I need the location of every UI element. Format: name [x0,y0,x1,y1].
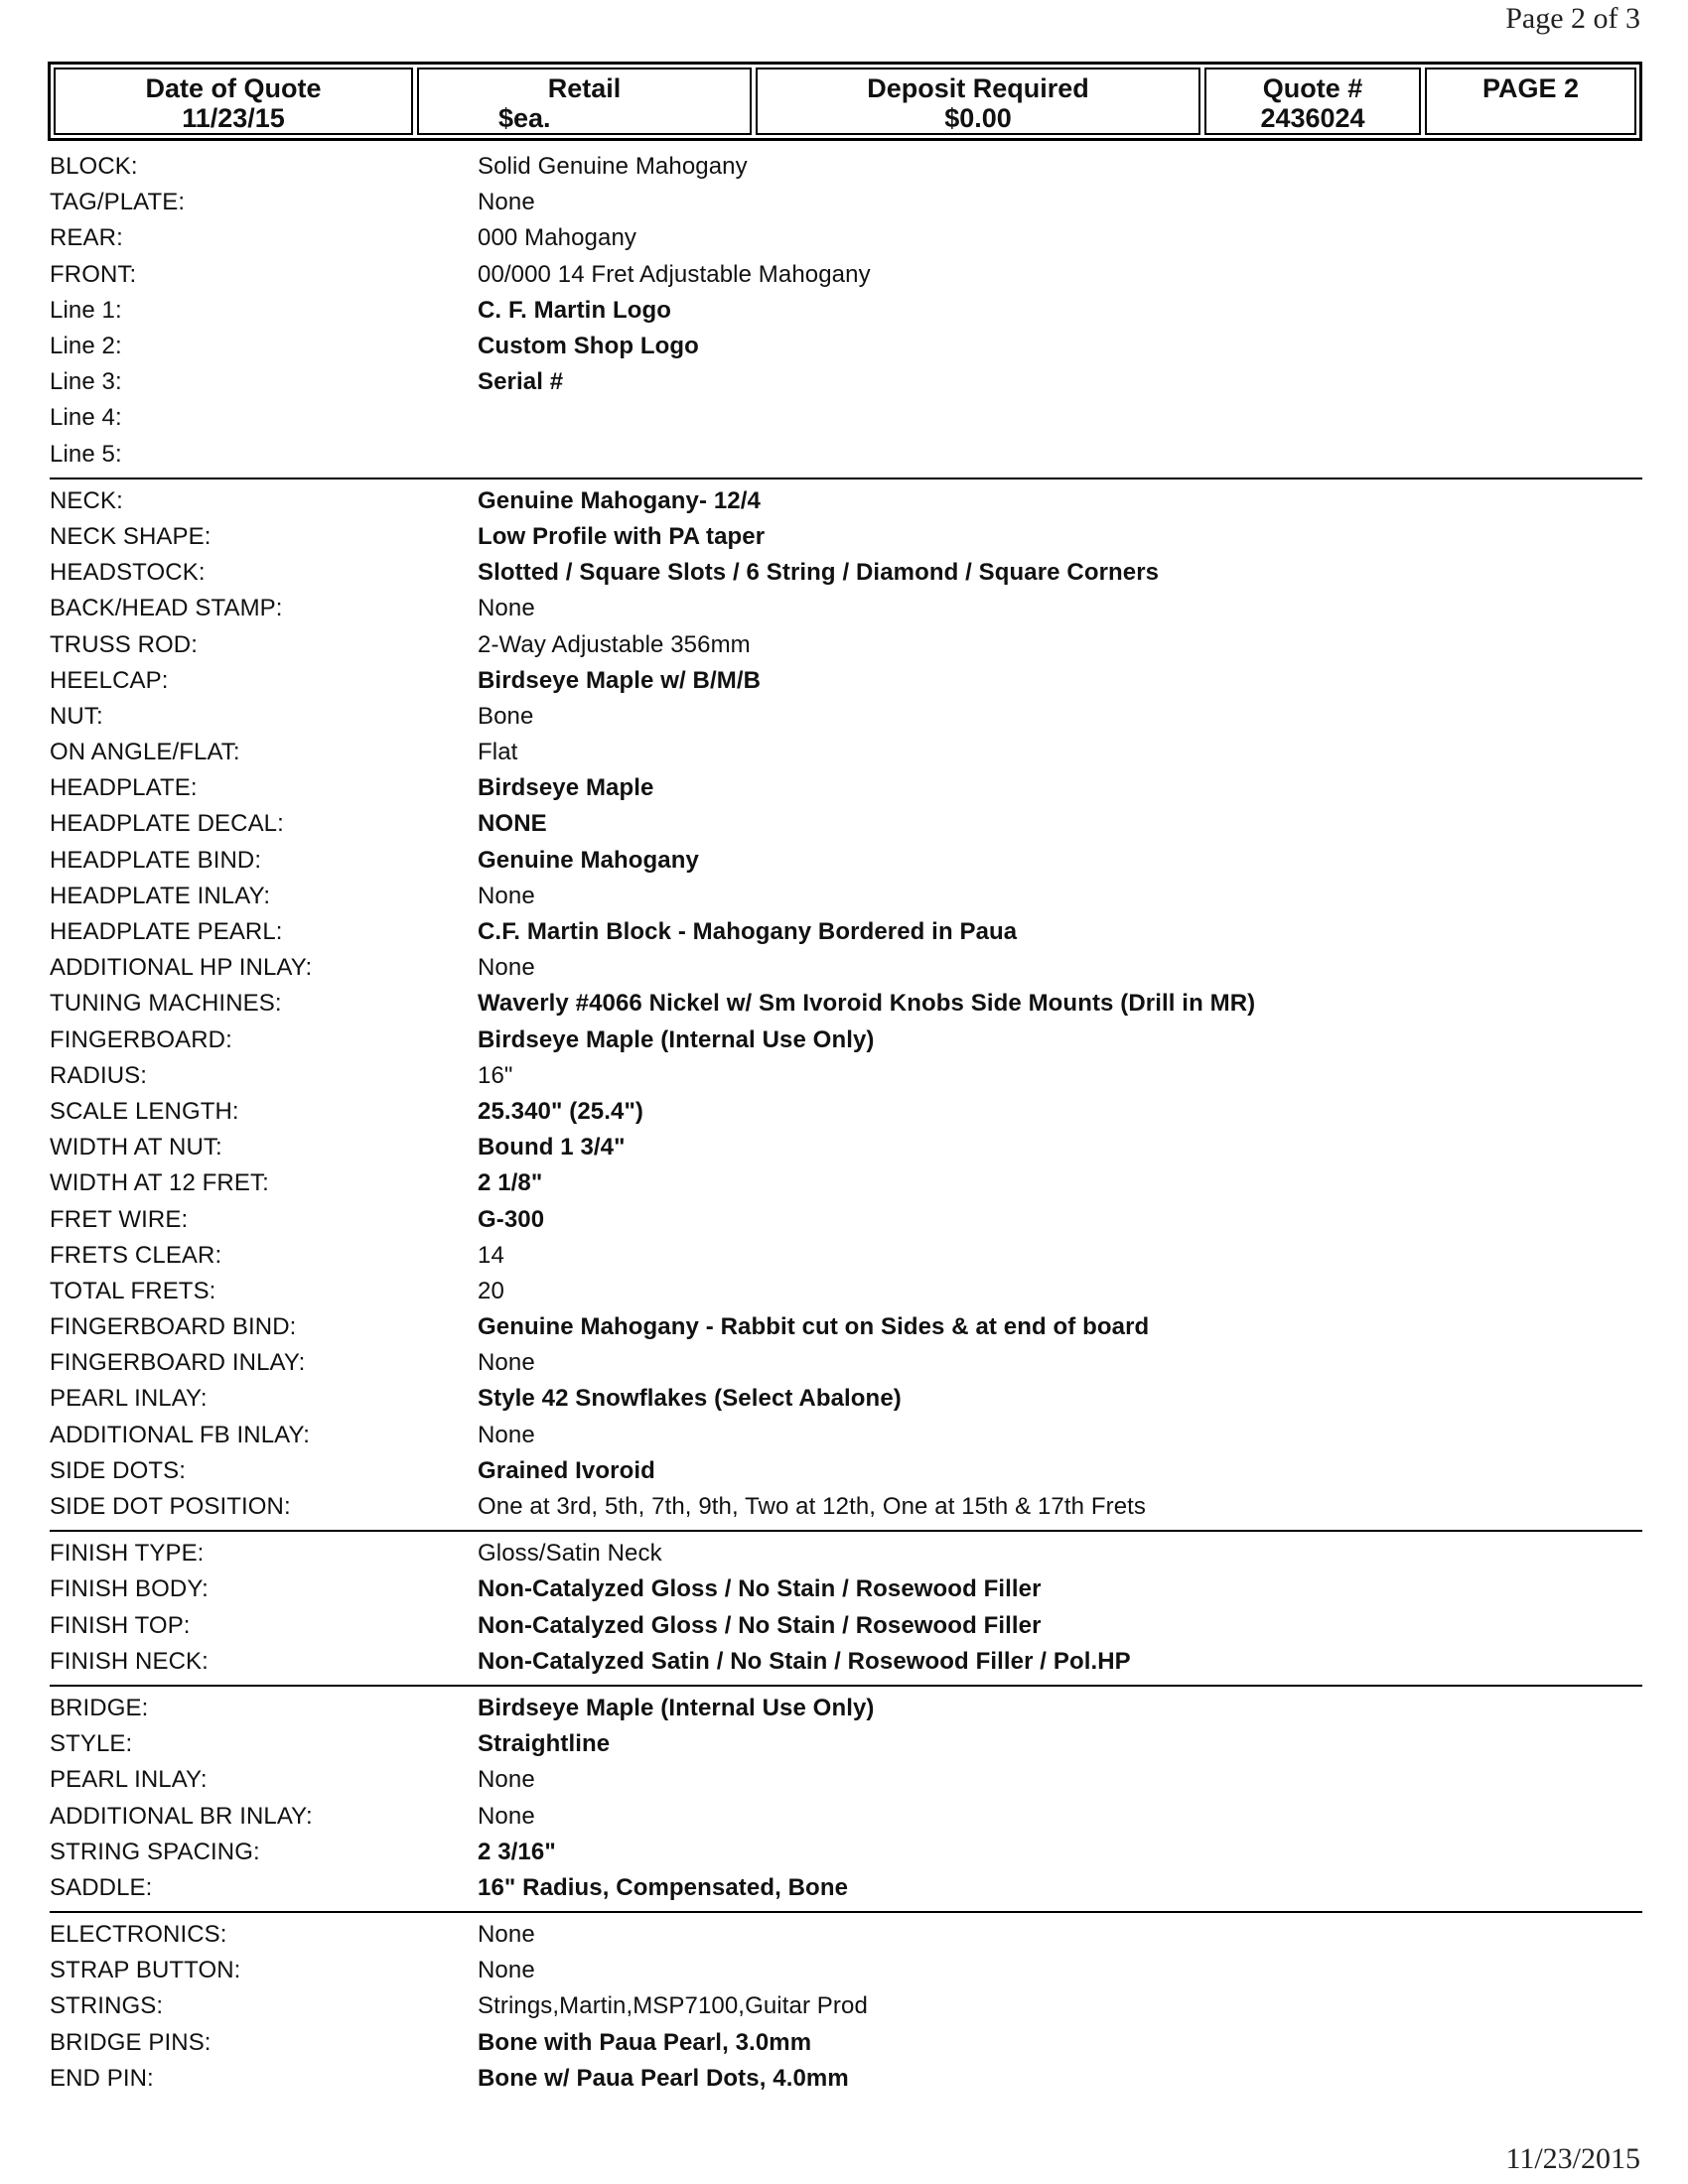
spec-value: Low Profile with PA taper [478,522,766,550]
spec-value: Genuine Mahogany - Rabbit cut on Sides & at end of board [478,1313,1150,1341]
deposit-required-label: Deposit Required [867,73,1089,103]
spec-row [50,1953,1642,1988]
section-divider [50,478,1642,479]
spec-row [50,1274,1642,1309]
spec-row [50,185,1642,220]
spec-row [50,1238,1642,1274]
spec-label: SIDE DOTS: [50,1456,187,1484]
spec-row [50,2025,1642,2061]
page-label-cell [1425,68,1636,135]
spec-label: ADDITIONAL HP INLAY: [50,954,313,982]
spec-value: None [478,1766,535,1794]
spec-value: 20 [478,1277,504,1304]
spec-label: WIDTH AT NUT: [50,1134,222,1161]
spec-value: G-300 [478,1205,545,1233]
spec-row [50,519,1642,555]
spec-label: END PIN: [50,2064,154,2092]
spec-row [50,626,1642,662]
spec-label: Line 3: [50,368,122,396]
spec-label: HEADPLATE BIND: [50,846,262,874]
spec-row [50,555,1642,591]
spec-value: C. F. Martin Logo [478,296,672,324]
spec-row [50,1762,1642,1798]
spec-row [50,293,1642,329]
spec-label: FINISH TYPE: [50,1540,205,1568]
spec-value: 00/000 14 Fret Adjustable Mahogany [478,260,871,288]
section-divider [50,1685,1642,1687]
page-number: Page 2 of 3 [1505,2,1640,35]
deposit-required-value: $0.00 [944,103,1012,133]
spec-value: 000 Mahogany [478,224,636,252]
spec-label: HEELCAP: [50,666,169,694]
spec-value: Non-Catalyzed Gloss / No Stain / Rosewood Filler [478,1575,1042,1603]
spec-row [50,986,1642,1022]
spec-value: Birdseye Maple w/ B/M/B [478,666,762,694]
footer-date: 11/23/2015 [1505,2142,1640,2175]
spec-label: ELECTRONICS: [50,1921,227,1949]
spec-label: SCALE LENGTH: [50,1097,239,1125]
spec-label: HEADPLATE INLAY: [50,882,271,909]
spec-value: Gloss/Satin Neck [478,1540,662,1568]
spec-value: Genuine Mahogany- 12/4 [478,486,761,514]
spec-row [50,1988,1642,2024]
date-of-quote-label: Date of Quote [145,73,322,103]
spec-row [50,257,1642,293]
spec-label: FRET WIRE: [50,1205,189,1233]
spec-value: Flat [478,739,518,766]
spec-row [50,1691,1642,1726]
spec-value: None [478,189,535,216]
spec-row [50,1536,1642,1571]
spec-value: NONE [478,810,547,838]
spec-label: BRIDGE PINS: [50,2028,211,2056]
spec-value: Bone w/ Paua Pearl Dots, 4.0mm [478,2064,849,2092]
spec-value: Non-Catalyzed Gloss / No Stain / Rosewood Filler [478,1611,1042,1639]
spec-label: SIDE DOT POSITION: [50,1493,291,1521]
spec-label: PEARL INLAY: [50,1766,208,1794]
spec-label: NUT: [50,702,103,730]
spec-row [50,879,1642,914]
spec-value: Birdseye Maple [478,774,654,802]
spec-value: 16" Radius, Compensated, Bone [478,1873,849,1901]
spec-value: C.F. Martin Block - Mahogany Bordered in Paua [478,918,1018,946]
spec-label: PEARL INLAY: [50,1385,208,1413]
spec-row [50,1023,1642,1058]
spec-row [50,699,1642,735]
spec-value: Bone [478,702,534,730]
quote-number-cell [1204,68,1421,135]
spec-value: 2 3/16" [478,1838,556,1865]
quote-header-table [48,62,1642,141]
spec-value: Serial # [478,368,564,396]
spec-value: Grained Ivoroid [478,1456,655,1484]
page-label: PAGE 2 [1481,73,1580,103]
spec-label: HEADPLATE: [50,774,198,802]
spec-value: Genuine Mahogany [478,846,699,874]
spec-value: Non-Catalyzed Satin / No Stain / Rosewood Filler / Pol.HP [478,1647,1131,1675]
spec-row [50,1608,1642,1644]
spec-label: HEADPLATE PEARL: [50,918,283,946]
spec-row [50,1835,1642,1870]
spec-row [50,1571,1642,1607]
spec-row [50,1917,1642,1953]
spec-label: STYLE: [50,1730,133,1758]
spec-row [50,663,1642,699]
spec-row [50,735,1642,770]
spec-label: Line 5: [50,440,122,468]
spec-row [50,1418,1642,1453]
spec-label: FRONT: [50,260,137,288]
spec-value: None [478,882,535,909]
spec-row [50,591,1642,626]
spec-label: FINISH TOP: [50,1611,191,1639]
spec-value: None [478,595,535,622]
spec-row [50,1309,1642,1345]
quote-number-value: 2436024 [1260,103,1365,133]
spec-value: 16" [478,1061,513,1089]
spec-list [50,149,1642,2097]
spec-label: BACK/HEAD STAMP: [50,595,283,622]
spec-value: 2 1/8" [478,1169,543,1197]
spec-row [50,1644,1642,1680]
spec-row [50,1798,1642,1834]
spec-value: Birdseye Maple (Internal Use Only) [478,1694,875,1721]
quote-number-label: Quote # [1262,73,1363,103]
spec-value: Slotted / Square Slots / 6 String / Diamond / Square Corners [478,559,1160,587]
spec-value: None [478,1921,535,1949]
spec-label: STRAP BUTTON: [50,1957,241,1984]
spec-label: Line 2: [50,333,122,360]
spec-label: ON ANGLE/FLAT: [50,739,240,766]
spec-row [50,1489,1642,1525]
spec-row [50,329,1642,364]
spec-row [50,1381,1642,1417]
retail-label: Retail [547,73,622,103]
spec-row [50,220,1642,256]
spec-value: Bound 1 3/4" [478,1134,626,1161]
spec-label: RADIUS: [50,1061,148,1089]
spec-label: FINGERBOARD BIND: [50,1313,297,1341]
spec-label: TAG/PLATE: [50,189,186,216]
spec-row [50,1201,1642,1237]
spec-row [50,806,1642,842]
spec-label: STRINGS: [50,1992,164,2020]
date-of-quote-cell [54,68,413,135]
spec-value: Custom Shop Logo [478,333,699,360]
spec-value: None [478,1957,535,1984]
spec-row [50,1345,1642,1381]
spec-row [50,1094,1642,1130]
spec-value: None [478,1349,535,1377]
section-divider [50,1911,1642,1913]
spec-label: ADDITIONAL FB INLAY: [50,1421,311,1448]
spec-row [50,770,1642,806]
spec-value: Strings,Martin,MSP7100,Guitar Prod [478,1992,868,2020]
spec-label: FINISH BODY: [50,1575,209,1603]
spec-label: NECK: [50,486,123,514]
spec-row [50,1453,1642,1489]
spec-label: FINGERBOARD INLAY: [50,1349,306,1377]
spec-label: TUNING MACHINES: [50,990,282,1018]
spec-label: FINISH NECK: [50,1647,209,1675]
section-divider [50,1530,1642,1532]
spec-value: None [478,954,535,982]
spec-label: TOTAL FRETS: [50,1277,216,1304]
spec-row [50,483,1642,519]
spec-label: SADDLE: [50,1873,153,1901]
spec-row [50,364,1642,400]
spec-label: TRUSS ROD: [50,630,199,658]
spec-label: HEADSTOCK: [50,559,206,587]
spec-value: Bone with Paua Pearl, 3.0mm [478,2028,812,2056]
spec-value: One at 3rd, 5th, 7th, 9th, Two at 12th, One at 15th & 17th Frets [478,1493,1147,1521]
spec-value: None [478,1802,535,1830]
spec-row [50,149,1642,185]
spec-value: 2-Way Adjustable 356mm [478,630,751,658]
spec-label: NECK SHAPE: [50,522,211,550]
spec-row [50,950,1642,986]
spec-label: Line 1: [50,296,122,324]
retail-value: $ea. [498,103,551,133]
spec-label: HEADPLATE DECAL: [50,810,284,838]
spec-row [50,437,1642,473]
spec-row [50,1870,1642,1906]
spec-label: WIDTH AT 12 FRET: [50,1169,269,1197]
spec-row [50,2061,1642,2097]
spec-row [50,1726,1642,1762]
retail-cell [417,68,752,135]
spec-row [50,1130,1642,1165]
spec-value: Waverly #4066 Nickel w/ Sm Ivoroid Knobs Side Mounts (Drill in MR) [478,990,1256,1018]
spec-label: FINGERBOARD: [50,1025,232,1053]
spec-label: FRETS CLEAR: [50,1241,222,1269]
deposit-required-cell [756,68,1200,135]
spec-value: Straightline [478,1730,611,1758]
spec-value: Solid Genuine Mahogany [478,153,748,181]
spec-label: REAR: [50,224,123,252]
spec-row [50,1165,1642,1201]
spec-value: None [478,1421,535,1448]
spec-value: Style 42 Snowflakes (Select Abalone) [478,1385,902,1413]
spec-label: STRING SPACING: [50,1838,260,1865]
spec-label: BRIDGE: [50,1694,149,1721]
spec-value: Birdseye Maple (Internal Use Only) [478,1025,875,1053]
spec-row [50,400,1642,436]
spec-value: 14 [478,1241,504,1269]
spec-label: ADDITIONAL BR INLAY: [50,1802,313,1830]
spec-label: Line 4: [50,404,122,432]
spec-row [50,843,1642,879]
date-of-quote-value: 11/23/15 [182,103,285,133]
spec-row [50,914,1642,950]
spec-value: 25.340" (25.4") [478,1097,644,1125]
spec-row [50,1058,1642,1094]
spec-label: BLOCK: [50,153,138,181]
